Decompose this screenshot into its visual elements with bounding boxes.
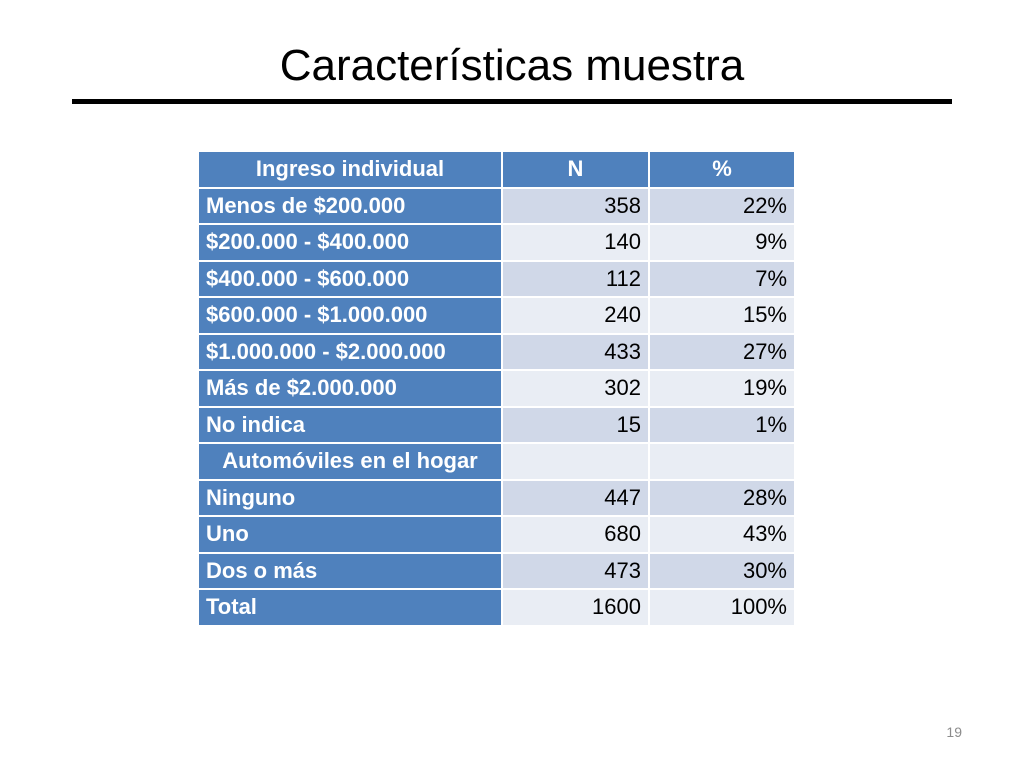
row-n: 15 (503, 408, 648, 443)
table-header-row (199, 152, 794, 187)
row-percent: 15% (650, 298, 794, 333)
row-label: $600.000 - $1.000.000 (199, 298, 501, 333)
table-row (199, 298, 794, 333)
row-n: 433 (503, 335, 648, 370)
row-percent: 9% (650, 225, 794, 260)
row-label: Más de $2.000.000 (199, 371, 501, 406)
row-label: $400.000 - $600.000 (199, 262, 501, 297)
row-n: 447 (503, 481, 648, 516)
row-label: Menos de $200.000 (199, 189, 501, 224)
row-label: Uno (199, 517, 501, 552)
row-percent: 30% (650, 554, 794, 589)
row-n: 302 (503, 371, 648, 406)
row-n: 1600 (503, 590, 648, 625)
table-row (199, 481, 794, 516)
row-n: 240 (503, 298, 648, 333)
table-row (199, 517, 794, 552)
table-row (199, 335, 794, 370)
title-underline (72, 99, 952, 104)
row-percent: 27% (650, 335, 794, 370)
row-label: $1.000.000 - $2.000.000 (199, 335, 501, 370)
table-row (199, 262, 794, 297)
row-n: 680 (503, 517, 648, 552)
row-n: 140 (503, 225, 648, 260)
row-percent: 100% (650, 590, 794, 625)
table-row (199, 189, 794, 224)
sample-characteristics-table (197, 150, 796, 627)
row-percent: 22% (650, 189, 794, 224)
header-income: Ingreso individual (199, 152, 501, 187)
table-row (199, 225, 794, 260)
row-n: 112 (503, 262, 648, 297)
row-n: 473 (503, 554, 648, 589)
row-n (503, 444, 648, 479)
row-percent: 43% (650, 517, 794, 552)
table-row (199, 554, 794, 589)
row-label: No indica (199, 408, 501, 443)
row-percent: 19% (650, 371, 794, 406)
row-percent (650, 444, 794, 479)
row-n: 358 (503, 189, 648, 224)
row-label: Dos o más (199, 554, 501, 589)
section-label-cars: Automóviles en el hogar (199, 444, 501, 479)
header-n: N (503, 152, 648, 187)
total-row (199, 590, 794, 625)
row-percent: 7% (650, 262, 794, 297)
page-number: 19 (946, 724, 962, 740)
row-percent: 28% (650, 481, 794, 516)
row-percent: 1% (650, 408, 794, 443)
section-header-row (199, 444, 794, 479)
table-row (199, 408, 794, 443)
slide-title: Características muestra (279, 41, 745, 90)
header-percent: % (650, 152, 794, 187)
table-row (199, 371, 794, 406)
row-label: $200.000 - $400.000 (199, 225, 501, 260)
row-label: Ninguno (199, 481, 501, 516)
row-label: Total (199, 590, 501, 625)
